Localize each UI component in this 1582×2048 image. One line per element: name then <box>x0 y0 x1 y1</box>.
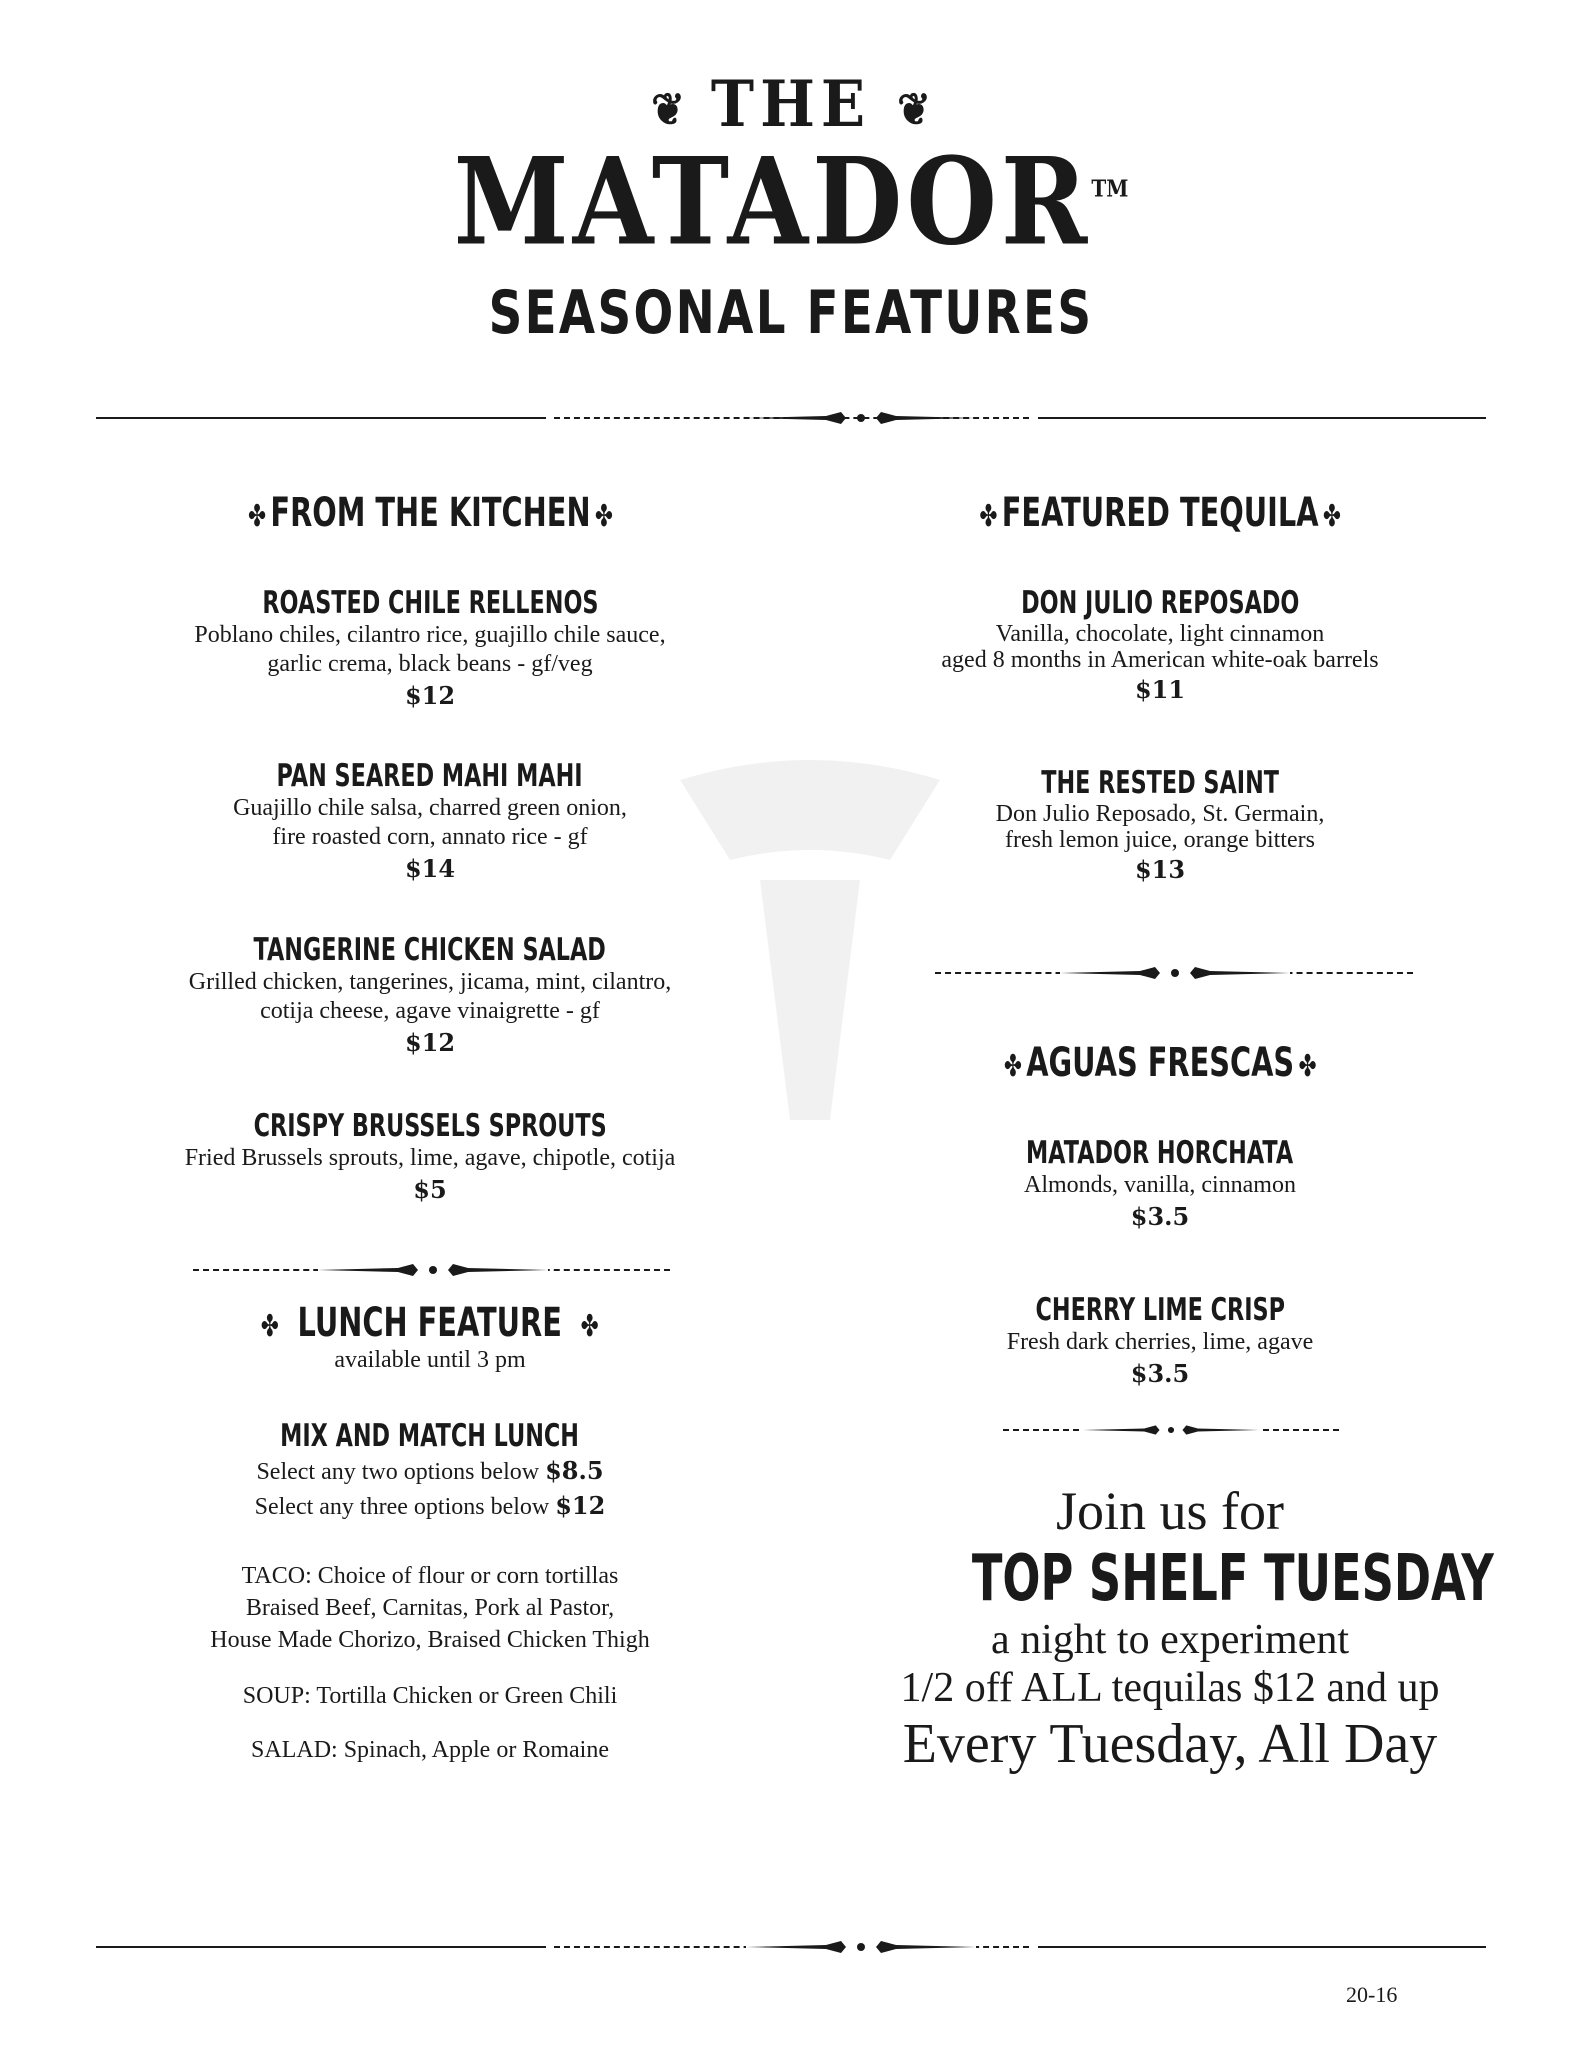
menu-item <box>860 1292 1460 1391</box>
divider-ornament-icon <box>1060 963 1290 983</box>
promo-intro: Join us for <box>1056 1481 1284 1541</box>
item-description: fire roasted corn, annato rice - gf <box>272 824 588 850</box>
fleur-icon: ✤ <box>979 499 998 534</box>
section-heading: ✤ FEATURED TEQUILA ✤ <box>979 490 1341 536</box>
item-price: $5 <box>413 1175 447 1204</box>
item-description: Fried Brussels sprouts, lime, agave, chipotle, cotija <box>184 1145 676 1171</box>
section-divider <box>935 963 1413 983</box>
logo-matador: MATADOR™ <box>453 130 1129 273</box>
lunch-salad: SALAD: Spinach, Apple or Romaine <box>251 1737 609 1763</box>
taco-line: TACO: Choice of flour or corn tortillas <box>241 1563 619 1589</box>
item-name: PAN SEARED MAHI MAHI <box>276 758 584 794</box>
item-description: cotija cheese, agave vinaigrette - gf <box>260 998 600 1024</box>
divider-ornament-icon <box>746 1937 976 1957</box>
item-price: $12 <box>404 681 456 710</box>
lunch-soup: SOUP: Tortilla Chicken or Green Chili <box>242 1683 618 1709</box>
item-description: Guajillo chile salsa, charred green onion, <box>233 795 627 821</box>
menu-item <box>130 758 730 886</box>
item-name: THE RESTED SAINT <box>1041 765 1279 801</box>
item-price: $13 <box>1134 855 1186 884</box>
section-heading: ✤ AGUAS FRESCAS ✤ <box>1003 1040 1317 1086</box>
item-name: DON JULIO REPOSADO <box>1020 585 1300 621</box>
logo-the: ❦ THE ❦ <box>651 66 931 142</box>
item-name: CHERRY LIME CRISP <box>1035 1292 1285 1328</box>
left-flourish-icon: ❦ <box>651 83 685 136</box>
page-title: SEASONAL FEATURES <box>488 278 1094 348</box>
item-description: Almonds, vanilla, cinnamon <box>1024 1172 1296 1198</box>
fleur-icon: ✤ <box>1003 1049 1022 1084</box>
item-description: Fresh dark cherries, lime, agave <box>1006 1329 1314 1355</box>
item-price: $3.5 <box>1130 1359 1190 1388</box>
section-heading: ✤ FROM THE KITCHEN ✤ <box>247 490 613 536</box>
item-price: $14 <box>404 854 456 883</box>
item-price: $3.5 <box>1130 1202 1190 1231</box>
menu-item <box>130 932 730 1060</box>
lunch-option-three: Select any three options below $12 <box>254 1491 606 1520</box>
lunch-option-two: Select any two options below $8.5 <box>256 1456 604 1485</box>
section-heading: ✤ LUNCH FEATURE ✤ <box>260 1300 599 1346</box>
item-description: Poblano chiles, cilantro rice, guajillo chile sauce, <box>194 622 666 648</box>
item-description: garlic crema, black beans - gf/veg <box>267 651 593 677</box>
tequila-section <box>860 490 1460 536</box>
promo-tagline: a night to experiment <box>990 1617 1350 1663</box>
item-name: MIX AND MATCH LUNCH <box>280 1418 580 1454</box>
item-name: MATADOR HORCHATA <box>1026 1135 1294 1171</box>
item-name: TANGERINE CHICKEN SALAD <box>253 932 607 968</box>
item-price: $11 <box>1134 675 1186 704</box>
item-description: aged 8 months in American white-oak barrels <box>941 647 1379 673</box>
menu-item <box>860 765 1460 887</box>
item-price: $8.5 <box>545 1456 604 1485</box>
fleur-icon: ✤ <box>1298 1049 1317 1084</box>
section-divider <box>1003 1420 1339 1440</box>
promo-box <box>860 1480 1494 1776</box>
item-description: Vanilla, chocolate, light cinnamon <box>995 621 1325 647</box>
item-description: fresh lemon juice, orange bitters <box>1005 827 1315 853</box>
bottom-divider <box>96 1937 1486 1957</box>
kitchen-section <box>130 490 730 536</box>
promo-offer: 1/2 off ALL tequilas $12 and up <box>900 1665 1440 1711</box>
menu-item <box>860 585 1460 707</box>
aguas-section <box>860 1040 1460 1086</box>
lunch-section <box>130 1300 730 1375</box>
fleur-icon: ✤ <box>580 1309 599 1344</box>
item-description: Don Julio Reposado, St. Germain, <box>995 801 1325 827</box>
item-price: $12 <box>555 1491 606 1520</box>
right-flourish-icon: ❦ <box>897 83 931 136</box>
section-divider <box>193 1260 670 1280</box>
menu-item <box>130 585 730 713</box>
top-divider <box>96 408 1486 428</box>
menu-item <box>860 1135 1460 1234</box>
item-price: $12 <box>404 1028 456 1057</box>
fleur-icon: ✤ <box>1322 499 1341 534</box>
promo-title: TOP SHELF TUESDAY <box>971 1542 1494 1616</box>
lunch-taco <box>130 1560 730 1656</box>
lunch-availability: available until 3 pm <box>334 1347 526 1373</box>
divider-ornament-icon <box>746 408 976 428</box>
menu-item <box>130 1108 730 1207</box>
divider-ornament-icon <box>318 1260 548 1280</box>
fleur-icon: ✤ <box>260 1309 280 1344</box>
divider-ornament-icon <box>1083 1420 1259 1440</box>
lunch-item <box>130 1418 730 1524</box>
taco-line: Braised Beef, Carnitas, Pork al Pastor, <box>245 1595 615 1621</box>
item-name: ROASTED CHILE RELLENOS <box>261 585 599 621</box>
taco-line: House Made Chorizo, Braised Chicken Thigh <box>210 1627 650 1653</box>
promo-schedule: Every Tuesday, All Day <box>902 1713 1438 1775</box>
fleur-icon: ✤ <box>594 499 613 534</box>
footer-code: 20-16 <box>1346 1982 1398 2007</box>
item-name: CRISPY BRUSSELS SPROUTS <box>253 1108 607 1144</box>
item-description: Grilled chicken, tangerines, jicama, mint, cilantro, <box>188 969 672 995</box>
fleur-icon: ✤ <box>247 499 266 534</box>
trademark-mark: TM <box>1091 174 1129 203</box>
